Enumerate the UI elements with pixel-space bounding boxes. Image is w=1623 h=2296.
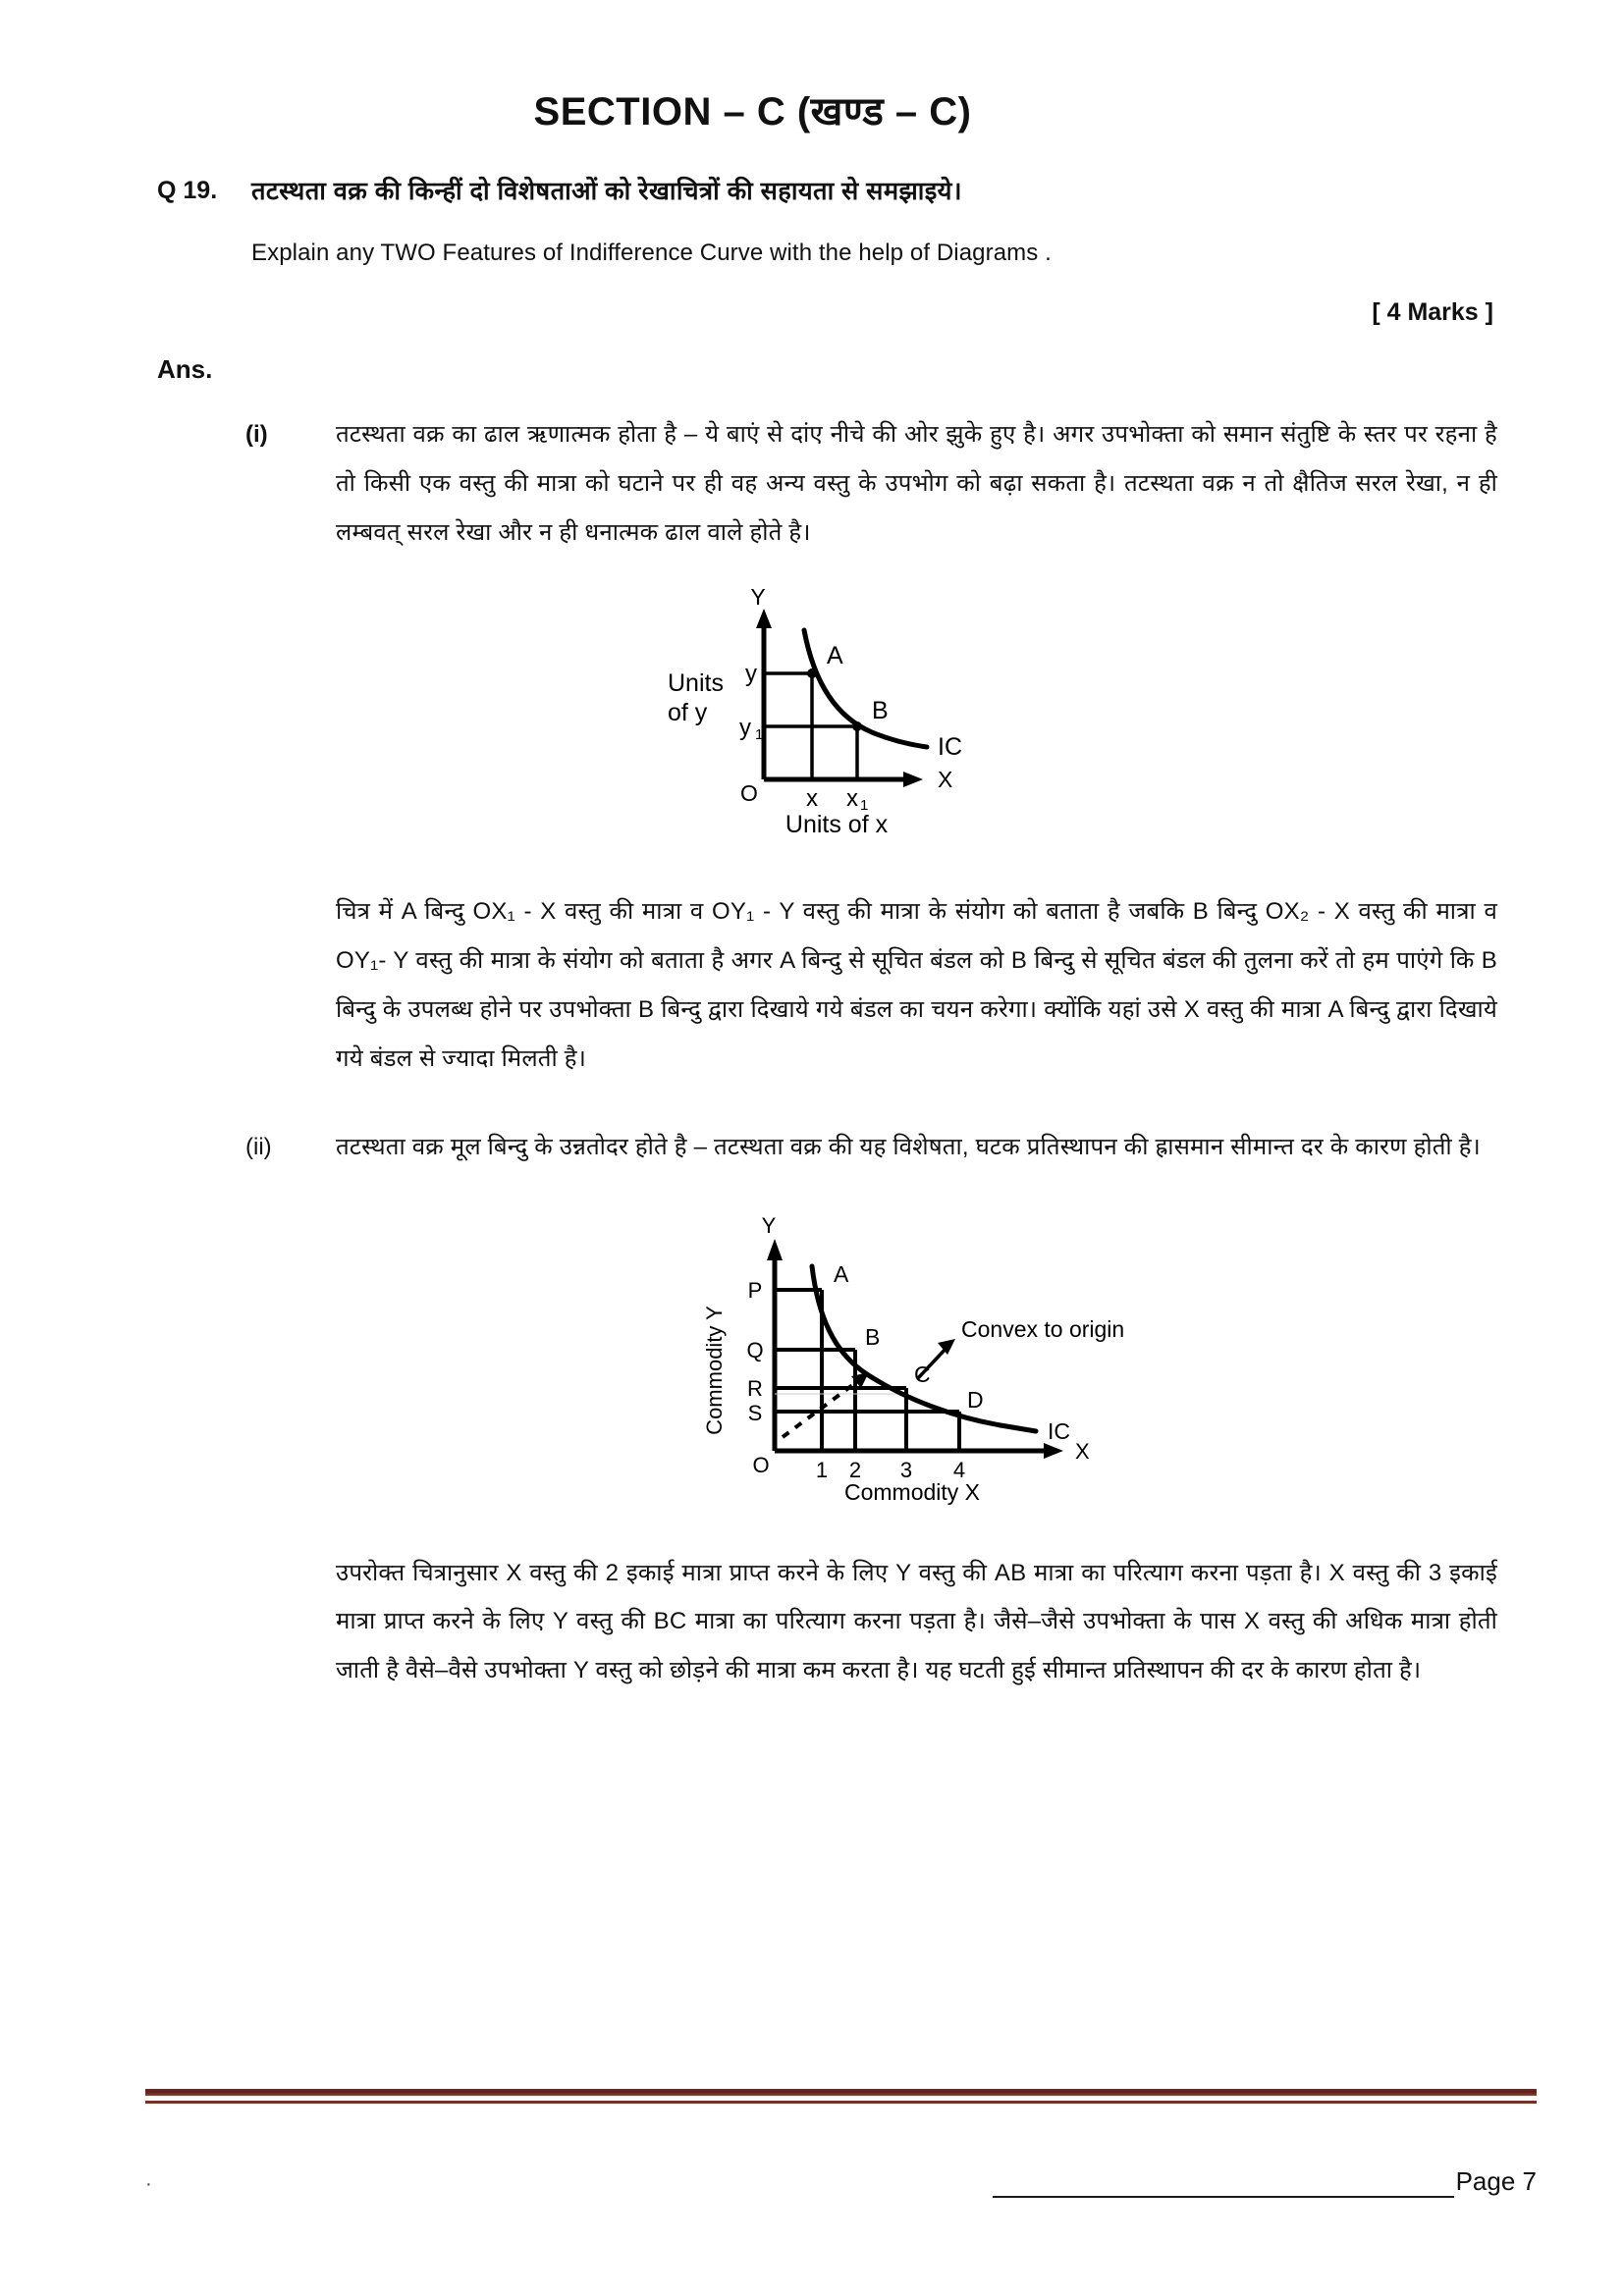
- figure-1-x-caption: Units of x: [784, 810, 888, 838]
- footer-divider-thin: [145, 2101, 1537, 2104]
- answer-label: Ans.: [157, 354, 213, 385]
- figure-2-x-axis-label: X: [1074, 1438, 1090, 1464]
- figure-2-y-tick-s: S: [747, 1400, 762, 1425]
- explanation-paragraph-2: उपरोक्त चित्रानुसार X वस्तु की 2 इकाई मात्रा प्राप्त करने के लिए Y वस्तु की AB मात्रा का परित्याग करना पड़ता है। X वस्तु की 3 इकाई मात्रा प्राप्त करने के लिए Y वस्तु की BC मात्रा का परित्याग करना पड़ता है। जैसे–जैसे उपभोक्ता के पास X वस्तु की अधिक मात्रा होती जाती है वैसे–वैसे उपभोक्ता Y वस्तु को छोड़ने की मात्रा कम करता है। यह घटती हुई सीमान्त प्रतिस्थापन की दर के कारण होता है।: [336, 1559, 1497, 1684]
- question-body: [251, 173, 1495, 271]
- answer-item-i-text: तटस्थता वक्र का ढाल ऋणात्मक होता है – ये बाएं से दांए नीचे की ओर झुके हुए है। अगर उपभोक्ता को समान संतुष्टि के स्तर पर रहना है तो किसी एक वस्तु की मात्रा को घटाने पर ही वह अन्य वस्तु के उपभोग को बढ़ा सकता है। तटस्थता वक्र न तो क्षैतिज सरल रेखा, न ही लम्बवत् सरल रेखा और न ही धनात्मक ढाल वाले होते है।: [336, 421, 1497, 547]
- figure-1-x-axis-label: X: [937, 766, 952, 792]
- question-text-english: Explain any TWO Features of Indifference Curve with the help of Diagrams .: [251, 240, 1052, 267]
- figure-1-curve-label: IC: [937, 732, 962, 761]
- figure-1-svg: [640, 583, 1102, 858]
- answer-item-i-number: (i): [245, 421, 268, 449]
- footer-page-group: [993, 2168, 1537, 2198]
- footer-divider: [145, 2089, 1537, 2104]
- page-footer: [145, 2168, 1537, 2198]
- figure-2-y-tick-q: Q: [745, 1337, 764, 1362]
- footer-divider-thick: [145, 2089, 1537, 2096]
- figure-2-y-caption: Commodity Y: [701, 1305, 727, 1435]
- indifference-curve-1: [804, 630, 927, 747]
- figure-2-origin-label: O: [751, 1452, 770, 1477]
- figure-indifference-curve-2: [0, 1205, 1623, 1520]
- figure-2-y-tick-p: P: [747, 1277, 762, 1303]
- figure-2-x-tick-1: 1: [815, 1457, 828, 1482]
- figure-1-y-axis-label: Y: [749, 583, 766, 610]
- figure-2-point-b-label: B: [864, 1323, 880, 1350]
- question-number: Q 19.: [157, 177, 218, 204]
- explanation-paragraph-1: चित्र में A बिन्दु OX₁ - X वस्तु की मात्रा व OY₁ - Y वस्तु की मात्रा के संयोग को बताता है जबकि B बिन्दु OX₂ - X वस्तु की मात्रा व OY₁- Y वस्तु की मात्रा के संयोग को बताता है अगर A बिन्दु से सूचित बंडल को B बिन्दु से सूचित बंडल की तुलना करें तो हम पाएंगे कि B बिन्दु के उपलब्ध होने पर उपभोक्ता B बिन्दु द्वारा दिखाये गये बंडल का चयन करेगा। क्योंकि यहां उसे X वस्तु की मात्रा A बिन्दु द्वारा दिखाये गये बंडल से ज्यादा मिलती है।: [336, 897, 1497, 1072]
- figure-1-y-caption-line2: of y: [667, 698, 707, 726]
- figure-2-x-caption: Commodity X: [843, 1478, 980, 1505]
- y-axis-arrow-2: [767, 1239, 783, 1260]
- figure-1-y-tick-y1: y: [738, 714, 751, 741]
- x-axis-arrow-1: [903, 772, 923, 787]
- figure-2-svg: [684, 1205, 1195, 1520]
- figure-1-point-b-label: B: [871, 696, 889, 724]
- figure-1-y-tick-y: y: [744, 660, 757, 687]
- answer-item-ii-number: (ii): [245, 1133, 272, 1160]
- answer-item-ii: [0, 1123, 1623, 1172]
- figure-2-y-tick-r: R: [746, 1375, 763, 1401]
- footer-horizontal-rule: [993, 2170, 1454, 2198]
- figure-2-x-tick-2: 2: [848, 1457, 861, 1482]
- figure-2-curve-label: IC: [1047, 1417, 1070, 1444]
- question-row: [0, 173, 1623, 271]
- figure-2-point-d-label: D: [966, 1386, 984, 1413]
- figure-2-x-tick-4: 4: [952, 1457, 965, 1482]
- answer-item-i: [0, 410, 1623, 558]
- figure-2-convex-annotation: Convex to origin: [960, 1315, 1124, 1342]
- figure-1-point-a-label: A: [826, 641, 843, 669]
- y-axis-arrow-1: [756, 609, 772, 628]
- figure-1-y-tick-y1-sub: 1: [754, 725, 763, 743]
- figure-1-origin-label: O: [739, 779, 758, 806]
- marks-badge: [ 4 Marks ]: [1372, 298, 1493, 327]
- page-title: SECTION – C (खण्ड – C): [533, 90, 972, 133]
- figure-2-point-a-label: A: [833, 1260, 848, 1287]
- figure-1-y-caption-line1: Units: [667, 668, 724, 697]
- figure-2-x-tick-3: 3: [899, 1457, 912, 1482]
- figure-1-x-tick-x1: x: [845, 784, 858, 812]
- figure-1-x-tick-x: x: [805, 784, 818, 812]
- page-number: Page 7: [1455, 2166, 1537, 2196]
- x-axis-arrow-2: [1044, 1443, 1063, 1459]
- question-text-hindi: तटस्थता वक्र की किन्हीं दो विशेषताओं को रेखाचित्रों की सहायता से समझाइये।: [251, 178, 962, 205]
- figure-indifference-curve-1: [0, 583, 1623, 858]
- figure-2-point-c-label: C: [913, 1361, 931, 1387]
- figure-1-x-tick-x1-sub: 1: [859, 796, 868, 814]
- point-a-marker-1: [807, 668, 817, 678]
- footer-dot-mark: ·: [145, 2173, 152, 2195]
- figure-2-y-axis-label: Y: [761, 1212, 776, 1238]
- point-b-marker-1: [852, 721, 862, 731]
- answer-item-ii-text: तटस्थता वक्र मूल बिन्दु के उन्नतोदर होते है – तटस्थता वक्र की यह विशेषता, घटक प्रतिस्थापन की ह्रासमान सीमान्त दर के कारण होती है।: [336, 1133, 1481, 1160]
